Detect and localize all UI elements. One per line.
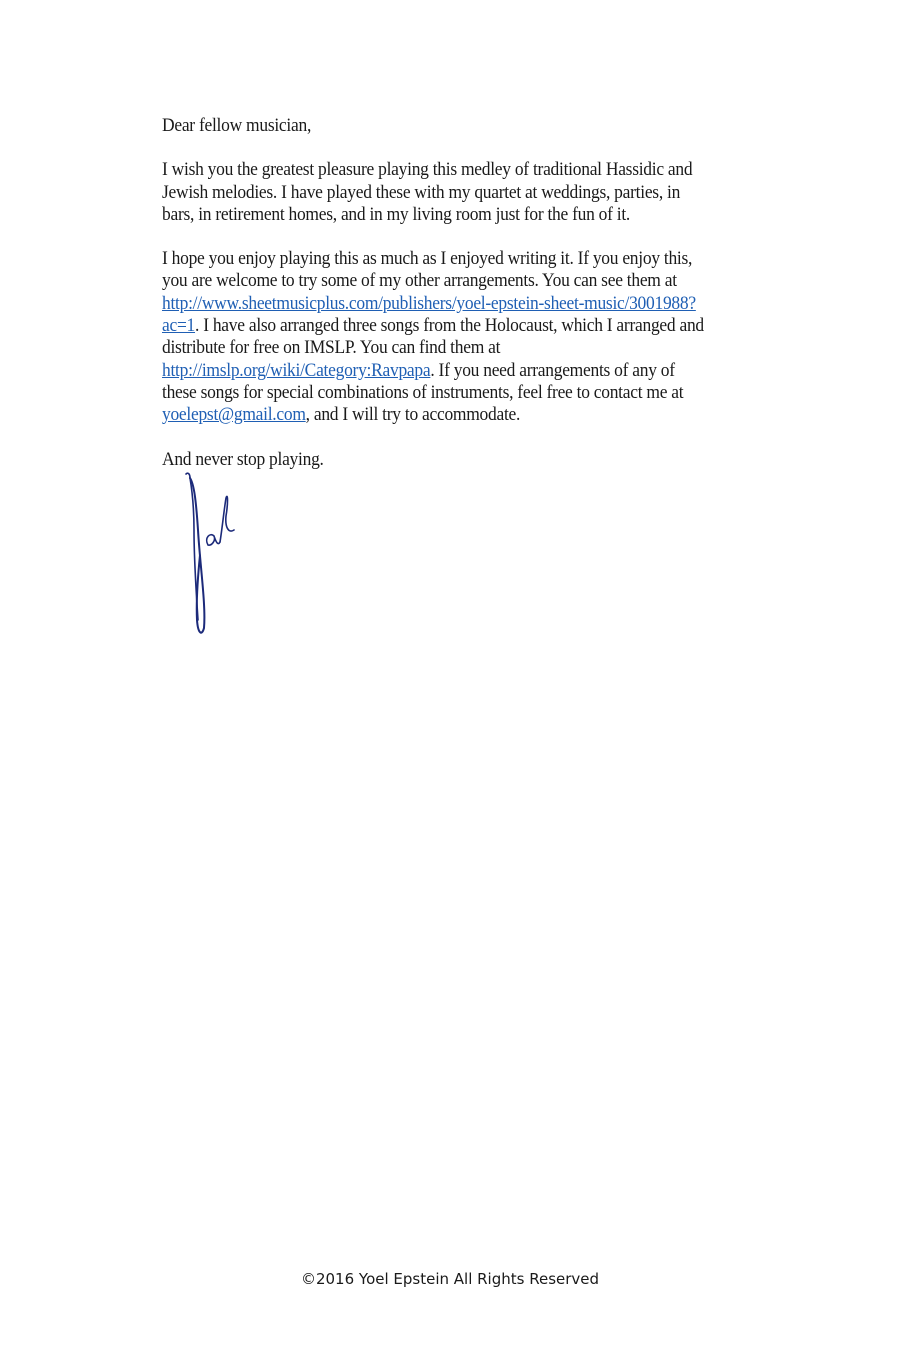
letter-greeting: Dear fellow musician, [162,115,312,136]
paragraph-2-text-c: . If you need arrangements of any of these songs for special combinations of instruments, feel free to contact me at [162,359,684,403]
email-link[interactable]: yoelepst@gmail.com [162,404,306,426]
paragraph-2-text-d: , and I will try to accommodate. [305,404,521,426]
letter-closing: And never stop playing. [162,448,324,470]
paragraph-2-text-b: . I have also arranged three songs from the Holocaust, which I arranged and distribute for free on IMSLP. You can find them at [162,315,704,359]
handwritten-signature [180,470,250,640]
paragraph-2-text-a: I hope you enjoy playing this as much as I enjoyed writing it. If you enjoy this, you are welcome to try some of my other arrangements. You can see them at [162,248,693,292]
letter-paragraph-1: I wish you the greatest pleasure playing this medley of traditional Hassidic and Jewish melodies. I have played these with my quartet at weddings, parties, in bars, in retirement homes, and in my living room just for the fun of it. [162,159,693,225]
sheetmusicplus-link[interactable]: http://www.sheetmusicplus.com/publishers/yoel-epstein-sheet-music/3001988?ac=1 [162,292,696,337]
letter-paragraph-2 [162,248,705,426]
imslp-link[interactable]: http://imslp.org/wiki/Category:Ravpapa [162,359,431,381]
letter-body [162,115,705,471]
copyright-footer: ©2016 Yoel Epstein All Rights Reserved [300,1270,600,1288]
